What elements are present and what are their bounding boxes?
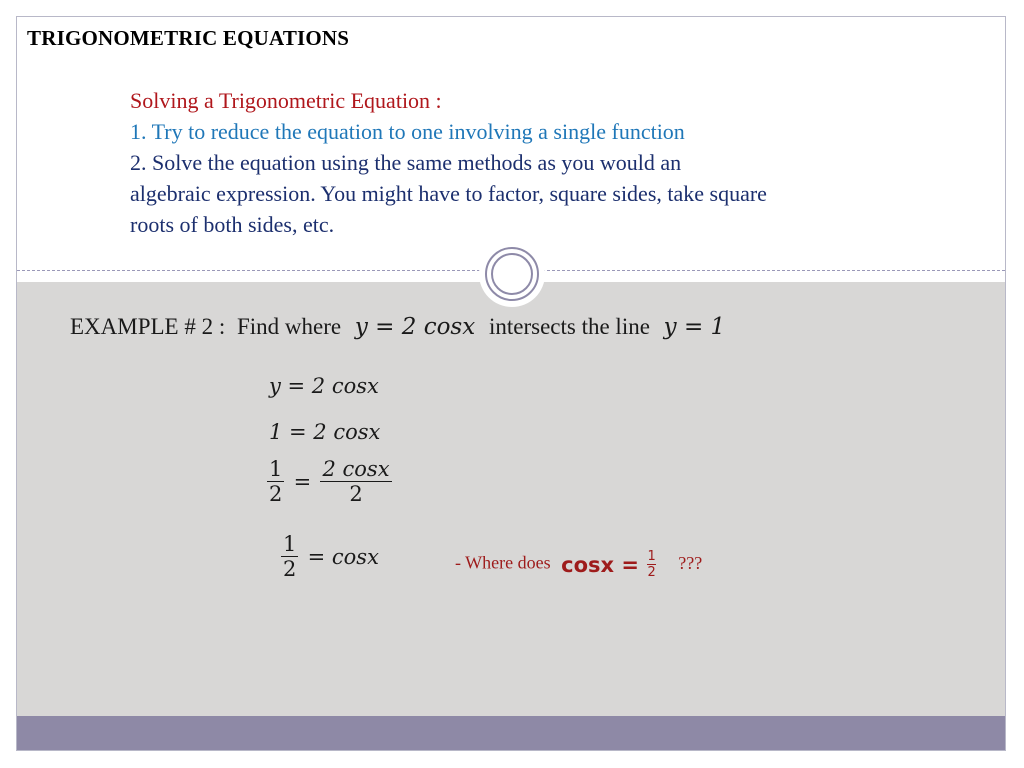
equation-4-den: 2 [283,557,297,581]
example-expr-2: y = 1 [663,314,726,340]
question-note [455,549,702,580]
example-intersects: intersects the line [488,314,650,339]
example-statement [70,314,725,340]
example-expr-1: y = 2 cosx [354,314,476,340]
note-prefix: - Where does [455,552,551,573]
equation-3-op: = [293,469,312,494]
top-panel [17,17,1005,271]
instructions-heading: Solving a Trigonometric Equation : [130,88,442,113]
note-expr: cosx = [561,552,639,577]
equation-3 [267,457,392,506]
example-label: EXAMPLE # 2 : [70,314,226,339]
slide [16,16,1006,751]
equation-1: y = 2 cosx [269,374,379,398]
equation-3-lhs-den: 2 [269,482,283,506]
equation-4-lhs [281,532,298,581]
note-fraction [647,549,655,580]
equation-3-rhs-num: 2 cosx [322,457,390,481]
step-2-line-2: algebraic expression. You might have to factor, square sides, take square [130,181,767,206]
note-frac-num: 1 [647,549,656,564]
note-frac-den: 2 [647,565,656,580]
example-find-where: Find where [237,314,342,339]
instructions [130,85,970,240]
equation-4-num: 1 [283,532,297,556]
slide-title: TRIGONOMETRIC EQUATIONS [27,26,350,50]
equation-2: 1 = 2 cosx [269,420,381,444]
divider-ring-inner-icon [491,253,533,295]
equation-4 [281,532,379,581]
equation-3-rhs-den: 2 [320,481,391,506]
bottom-panel [17,282,1005,716]
footer-bar [17,716,1005,751]
note-suffix: ??? [678,552,703,573]
step-1: 1. Try to reduce the equation to one involving a single function [130,119,685,144]
equation-4-rhs: = cosx [307,544,379,569]
equation-3-rhs [320,457,391,506]
step-2-line-3: roots of both sides, etc. [130,212,335,237]
equation-3-lhs-num: 1 [269,457,283,481]
equation-3-lhs [267,457,284,506]
step-2-line-1: 2. Solve the equation using the same methods as you would an [130,150,682,175]
